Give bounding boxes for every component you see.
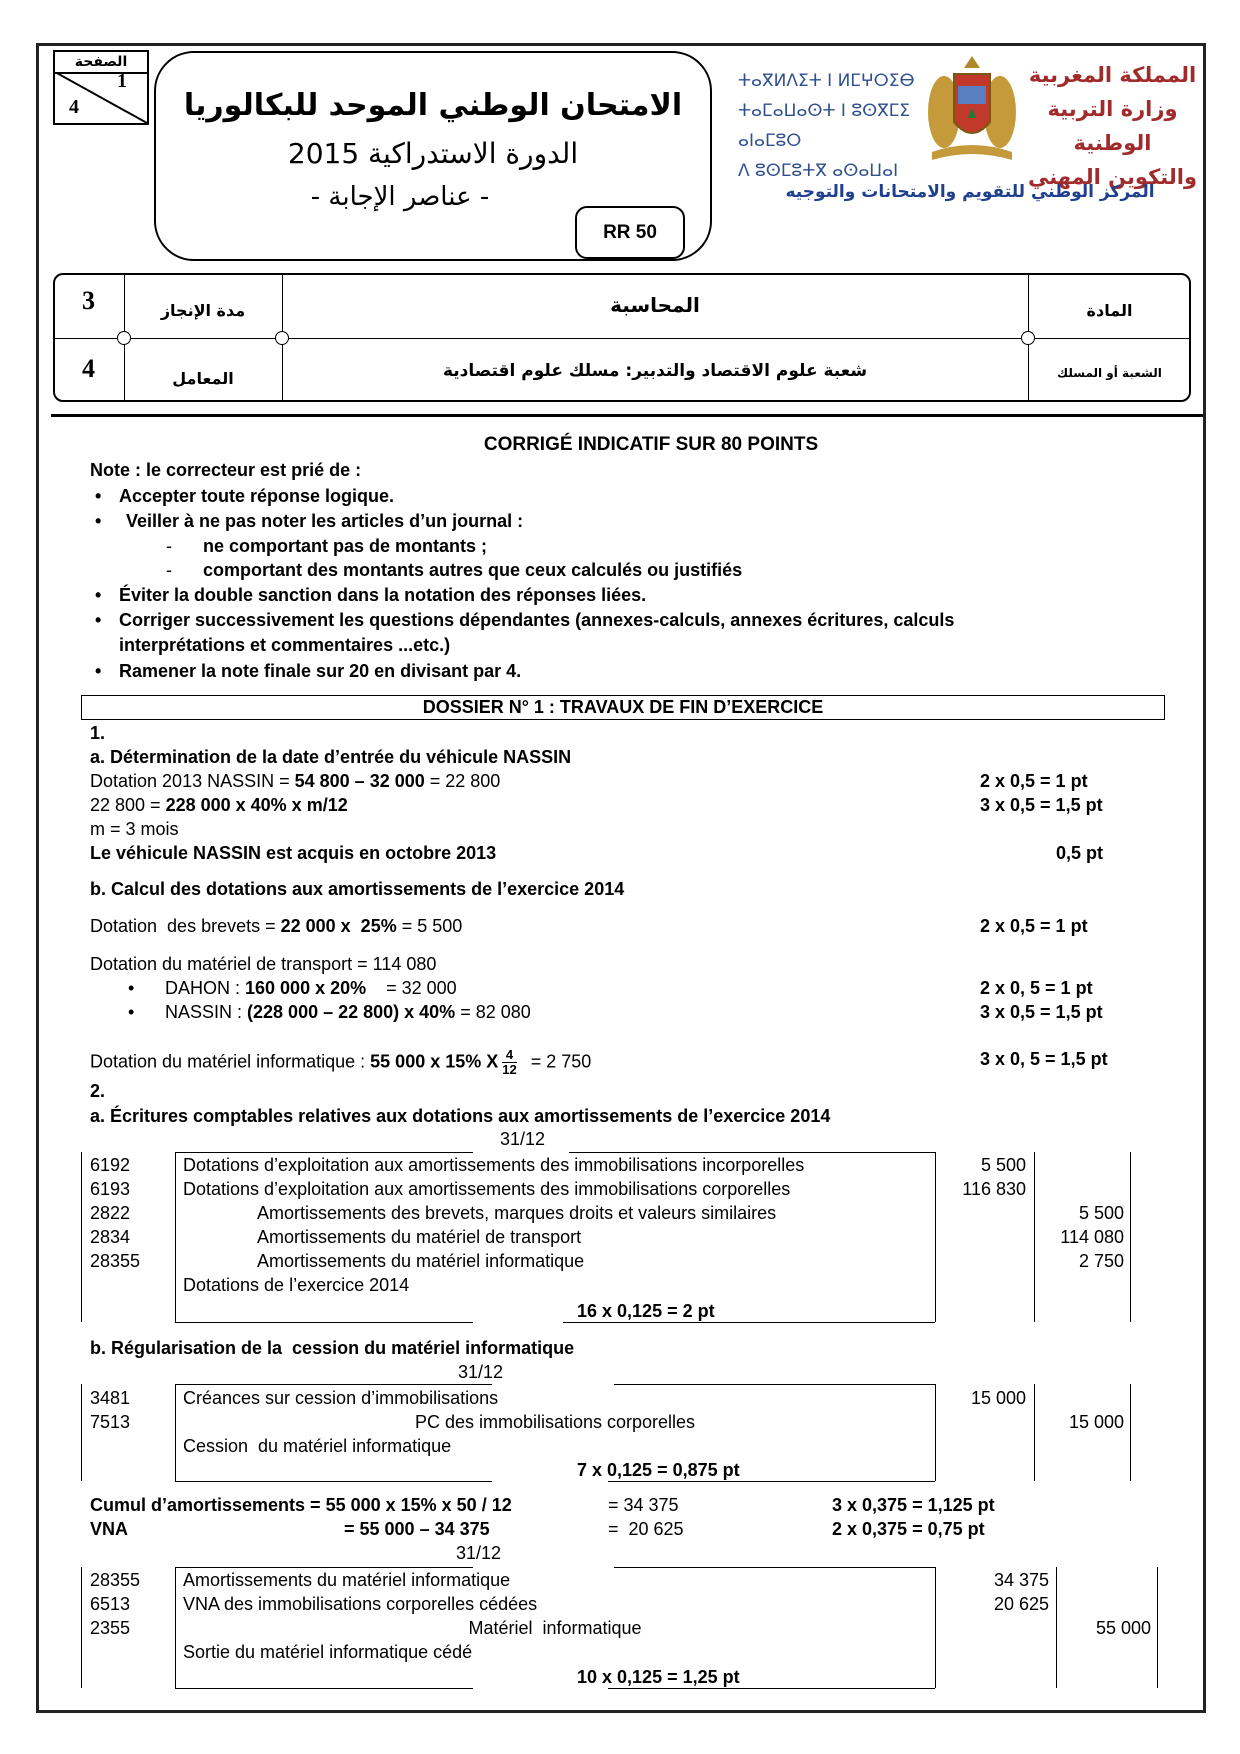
- ministry-line: المملكة المغربية: [1028, 63, 1197, 87]
- text: Dotation 2013 NASSIN =: [90, 771, 295, 791]
- debit-amount: 5 500: [980, 1155, 1026, 1175]
- debit-amount: 34 375: [993, 1570, 1049, 1590]
- cumul-label: Cumul d’amortissements = 55 000 x 15% x 50 / 12: [90, 1495, 512, 1515]
- note-item: Éviter la double sanction dans la notation des réponses liées.: [119, 585, 647, 605]
- credit-amount: 114 080: [1060, 1227, 1124, 1247]
- journal-left-line: [81, 1384, 82, 1481]
- tifinagh-line: ⵜⴰⵎⴰⵡⴰⵙⵜ ⵏ ⵓⵙⴳⵎⵉ ⴰⵏⴰⵎⵓⵔ: [738, 101, 911, 151]
- ministry-line: وزارة التربية الوطنية: [1047, 97, 1178, 155]
- bullet: •: [95, 585, 102, 605]
- corrige-title: CORRIGÉ INDICATIF SUR 80 POINTS: [483, 434, 819, 455]
- journal-bottom-line: [175, 1481, 492, 1482]
- text: = 2 750: [520, 1051, 592, 1072]
- bullet: •: [95, 486, 102, 506]
- journal-top-line: [569, 1152, 935, 1153]
- points: 3 x 0, 5 = 1,5 pt: [980, 1049, 1108, 1069]
- session-title: الدورة الاستدراكية 2015: [287, 137, 579, 170]
- branch-value: شعبة علوم الاقتصاد والتدبير: مسلك علوم اقتصادية: [442, 361, 868, 381]
- account-label: Amortissements du matériel de transport: [257, 1227, 582, 1247]
- calc-line: [90, 1048, 591, 1077]
- credit-column-line: [1130, 1384, 1131, 1481]
- bullet: •: [95, 661, 102, 681]
- journal-bottom-line: [175, 1322, 473, 1323]
- subject-value: المحاسبة: [610, 293, 700, 317]
- vna-label: VNA: [90, 1519, 129, 1539]
- account-label: VNA des immobilisations corporelles cédées: [183, 1594, 538, 1614]
- account-label: Dotations d’exploitation aux amortissements des immobilisations corporelles: [183, 1179, 791, 1199]
- entry-caption: Cession du matériel informatique: [183, 1436, 452, 1456]
- entry-points: 16 x 0,125 = 2 pt: [577, 1301, 715, 1321]
- account-label: Amortissements des brevets, marques droits et valeurs similaires: [257, 1203, 777, 1223]
- section-heading: b. Calcul des dotations aux amortissements de l’exercice 2014: [90, 879, 625, 899]
- points: 2 x 0,375 = 0,75 pt: [832, 1519, 985, 1539]
- branch-label: الشعبة أو المسلك: [1057, 366, 1162, 380]
- journal-top-line: [614, 1384, 935, 1385]
- credit-amount: 5 500: [1078, 1203, 1124, 1223]
- credit-column-line: [1130, 1152, 1131, 1322]
- journal-bottom-line: [563, 1322, 935, 1323]
- ornament-dot: [275, 331, 289, 345]
- entry-caption: Sortie du matériel informatique cédé: [183, 1642, 473, 1662]
- note-item: Corriger successivement les questions dépendantes (annexes-calculs, annexes écritures, calculs: [119, 610, 955, 630]
- question-number: 1.: [90, 723, 106, 743]
- account-label: Amortissements du matériel informatique: [257, 1251, 585, 1271]
- account-label: Dotations d’exploitation aux amortissements des immobilisations incorporelles: [183, 1155, 805, 1175]
- dash: -: [166, 536, 172, 556]
- points: 2 x 0, 5 = 1 pt: [980, 978, 1093, 998]
- duration-value: 3: [82, 286, 95, 315]
- bullet: •: [128, 978, 135, 998]
- bullet: •: [128, 1002, 135, 1022]
- journal-top-line: [175, 1384, 492, 1385]
- header-rule: [51, 414, 1203, 417]
- coat-of-arms-emblem: [922, 52, 1022, 164]
- calc-line: Dotation du matériel de transport = 114 080: [90, 954, 437, 974]
- credit-column-line: [1157, 1567, 1158, 1688]
- text: 54 800 – 32 000: [294, 771, 425, 791]
- text: 22 000 x 25%: [280, 916, 397, 936]
- debit-amount: 116 830: [962, 1179, 1026, 1199]
- page-label: الصفحة: [55, 52, 147, 74]
- credit-amount: 55 000: [1095, 1618, 1151, 1638]
- note-item: Veiller à ne pas noter les articles d’un journal :: [126, 511, 524, 531]
- journal-top-line: [175, 1152, 473, 1153]
- account-label: Matériel informatique: [468, 1618, 642, 1638]
- dossier-title-box: [81, 695, 1165, 720]
- ministry-name: [1025, 58, 1200, 194]
- account-number: 7513: [90, 1412, 131, 1432]
- credit-amount: 2 750: [1078, 1251, 1124, 1271]
- journal-box-left: [175, 1152, 176, 1322]
- calc-line: [90, 770, 500, 792]
- account-number: 6193: [90, 1179, 131, 1199]
- exam-title: الامتحان الوطني الموحد للبكالوريا: [183, 88, 683, 123]
- points: 3 x 0,5 = 1,5 pt: [980, 795, 1103, 815]
- text: = 5 500: [396, 916, 463, 936]
- bullet: •: [95, 511, 102, 531]
- ornament-dot: [1021, 331, 1035, 345]
- text: Dotation des brevets =: [90, 916, 281, 936]
- account-number: 6513: [90, 1594, 131, 1614]
- text: Dotation du matériel informatique :: [90, 1051, 371, 1072]
- points: 3 x 0,5 = 1,5 pt: [980, 1002, 1103, 1022]
- journal-bottom-line: [608, 1688, 935, 1689]
- journal-bottom-line: [175, 1688, 473, 1689]
- calc-line: [90, 794, 348, 816]
- entry-points: 10 x 0,125 = 1,25 pt: [577, 1667, 740, 1687]
- journal-left-line: [81, 1567, 82, 1688]
- text: 22 800 =: [90, 795, 166, 815]
- page-current: 1: [117, 70, 127, 92]
- account-label: PC des immobilisations corporelles: [414, 1412, 696, 1432]
- journal-top-line: [175, 1567, 473, 1568]
- account-number: 3481: [90, 1388, 131, 1408]
- tifinagh-line: ⴷ ⵓⵙⵎⵓⵜⴳ ⴰⵙⴰⵡⴰⵏ: [738, 161, 899, 181]
- duration-label: مدة الإنجاز: [160, 301, 246, 320]
- journal-date: 31/12: [456, 1543, 502, 1563]
- note-item-cont: interprétations et commentaires ...etc.): [119, 635, 451, 655]
- question-number: 2.: [90, 1081, 106, 1101]
- credit-amount: 15 000: [1068, 1412, 1124, 1432]
- journal-top-line: [614, 1567, 935, 1568]
- note-item: Accepter toute réponse logique.: [119, 486, 395, 506]
- section-heading: a. Écritures comptables relatives aux dotations aux amortissements de l’exercice 2014: [90, 1106, 831, 1126]
- debit-amount: 20 625: [993, 1594, 1049, 1614]
- coef-value: 4: [82, 354, 95, 383]
- vna-formula: = 55 000 – 34 375: [344, 1519, 490, 1539]
- dash: -: [166, 560, 172, 580]
- note-heading: Note : le correcteur est prié de :: [90, 460, 362, 480]
- answers-title: - عناصر الإجابة -: [310, 182, 490, 212]
- journal-bottom-line: [608, 1481, 935, 1482]
- points: 0,5 pt: [1056, 843, 1104, 863]
- subject-label: المادة: [1086, 301, 1133, 320]
- account-number: 2355: [90, 1618, 131, 1638]
- debit-amount: 15 000: [970, 1388, 1026, 1408]
- account-label: Créances sur cession d’immobilisations: [183, 1388, 499, 1408]
- vna-result: = 20 625: [608, 1519, 684, 1539]
- account-number: 6192: [90, 1155, 131, 1175]
- points: 2 x 0,5 = 1 pt: [980, 771, 1088, 791]
- text: = 32 000: [366, 978, 457, 998]
- page-number-box: [53, 50, 149, 125]
- center-name: المركز الوطني للتقويم والامتحانات والتوجيه: [785, 182, 1155, 202]
- coef-label: المعامل: [172, 369, 234, 388]
- text: DAHON :: [165, 978, 246, 998]
- section-heading: a. Détermination de la date d’entrée du véhicule NASSIN: [90, 747, 572, 767]
- points: 2 x 0,5 = 1 pt: [980, 916, 1088, 936]
- calc-line: m = 3 mois: [90, 819, 179, 839]
- bullet: •: [95, 610, 102, 630]
- calc-line: [165, 977, 457, 999]
- exam-code-box: RR 50: [575, 206, 685, 259]
- text: = 82 080: [455, 1002, 531, 1022]
- text: 160 000 x 20%: [245, 978, 367, 998]
- ministry-line: والتكوين المهني: [1027, 165, 1198, 189]
- account-number: 28355: [90, 1570, 141, 1590]
- account-number: 28355: [90, 1251, 141, 1271]
- journal-left-line: [81, 1152, 82, 1322]
- numerator: 4: [502, 1048, 516, 1063]
- text: NASSIN :: [165, 1002, 248, 1022]
- account-number: 2822: [90, 1203, 131, 1223]
- journal-date: 31/12: [458, 1362, 504, 1382]
- account-label: Amortissements du matériel informatique: [183, 1570, 511, 1590]
- text: 55 000 x 15% X: [370, 1051, 499, 1072]
- journal-date: 31/12: [500, 1129, 546, 1149]
- conclusion: Le véhicule NASSIN est acquis en octobre 2013: [90, 843, 497, 863]
- points: 3 x 0,375 = 1,125 pt: [832, 1495, 995, 1515]
- fraction: [502, 1048, 516, 1077]
- entry-caption: Dotations de l’exercice 2014: [183, 1275, 410, 1295]
- dossier-title: DOSSIER N° 1 : TRAVAUX DE FIN D’EXERCICE: [422, 697, 824, 717]
- tifinagh-text: [738, 66, 918, 186]
- text: 228 000 x 40% x m/12: [165, 795, 348, 815]
- account-number: 2834: [90, 1227, 131, 1247]
- note-subitem: ne comportant pas de montants ;: [203, 536, 488, 556]
- text: = 22 800: [424, 771, 501, 791]
- cumul-result: = 34 375: [608, 1495, 679, 1515]
- section-heading: b. Régularisation de la cession du matériel informatique: [90, 1338, 575, 1358]
- tifinagh-line: ⵜⴰⴳⵍⴷⵉⵜ ⵏ ⵍⵎⵖⵔⵉⴱ: [738, 71, 915, 91]
- entry-points: 7 x 0,125 = 0,875 pt: [577, 1460, 740, 1480]
- denominator: 12: [502, 1062, 517, 1077]
- text: (228 000 – 22 800) x 40%: [247, 1002, 456, 1022]
- calc-line: [165, 1001, 531, 1023]
- page-total: 4: [69, 96, 79, 118]
- ornament-dot: [117, 331, 131, 345]
- calc-line: [90, 915, 462, 937]
- note-subitem: comportant des montants autres que ceux calculés ou justifiés: [203, 560, 743, 580]
- note-item: Ramener la note finale sur 20 en divisant par 4.: [119, 661, 522, 681]
